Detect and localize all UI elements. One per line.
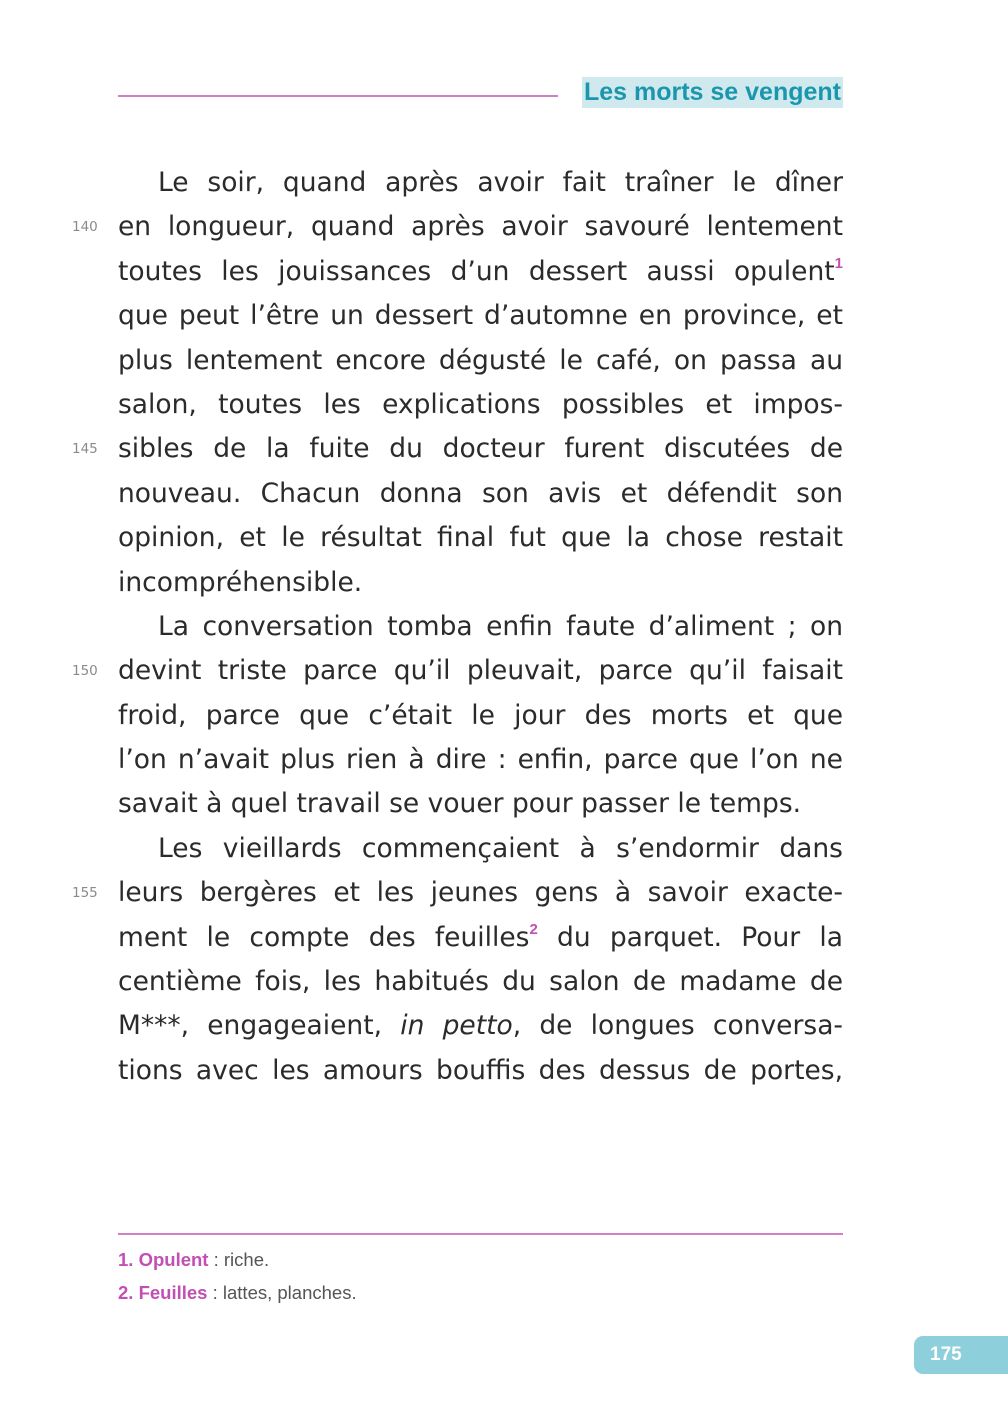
line-number: 155 [72, 885, 98, 902]
line-text: froid, parce que c’était le jour des morts et que [118, 699, 843, 731]
line-text: savait à quel travail se vouer pour passer le temps. [118, 788, 802, 820]
text-line [118, 250, 843, 294]
footnote-number: 2. [118, 1282, 134, 1303]
text-line [118, 339, 843, 383]
line-text: La conversation tomba enfin faute d’aliment ; on [158, 610, 843, 642]
text-line [118, 383, 843, 427]
line-text: centième fois, les habitués du salon de madame de [118, 966, 843, 998]
line-text: salon, toutes les explications possibles et impos- [118, 388, 843, 420]
line-text: incompréhensible. [118, 566, 363, 598]
footnote-ref[interactable]: 1 [834, 254, 843, 272]
footnote-rule [118, 1233, 843, 1235]
text-line [118, 827, 843, 871]
line-number: 140 [72, 219, 98, 236]
text-line [118, 605, 843, 649]
chapter-title: Les morts se vengent [583, 78, 841, 106]
footnote-definition: : lattes, planches. [207, 1282, 357, 1303]
line-text: devint triste parce qu’il pleuvait, parce qu’il faisait [118, 655, 843, 687]
line-text: opinion, et le résultat final fut que la chose restait [118, 522, 843, 554]
footnote-definition: : riche. [208, 1249, 270, 1270]
line-text: , de longues conversa- [512, 1010, 843, 1042]
text-line [118, 694, 843, 738]
line-text: en longueur, quand après avoir savouré lentement [118, 211, 843, 243]
text-line [118, 561, 843, 605]
line-text: que peut l’être un dessert d’automne en province, et [118, 300, 843, 332]
line-text: leurs bergères et les jeunes gens à savoir exacte- [118, 877, 843, 909]
line-text: M***, engageaient, [118, 1010, 401, 1042]
page-number: 175 [914, 1336, 1008, 1374]
footnote-term: Feuilles [138, 1282, 208, 1303]
body-text [72, 161, 843, 1093]
footnote-2 [118, 1281, 357, 1305]
line-text: ment le compte des feuilles [118, 921, 530, 953]
line-number: 150 [72, 663, 98, 680]
footnote-1 [118, 1248, 269, 1272]
line-text: plus lentement encore dégusté le café, on passa au [118, 344, 843, 376]
text-line [118, 1004, 843, 1048]
footnote-term: Opulent [138, 1249, 209, 1270]
text-line [118, 516, 843, 560]
text-line [72, 205, 843, 249]
line-text: nouveau. Chacun donna son avis et défendit son [118, 477, 843, 509]
text-line [118, 294, 843, 338]
line-text: sibles de la fuite du docteur furent discutées de [118, 433, 843, 465]
line-text: l’on n’avait plus rien à dire : enfin, parce que l’on ne [118, 744, 843, 776]
text-line [118, 916, 843, 960]
footnote-ref[interactable]: 2 [529, 920, 538, 938]
line-text: Le soir, quand après avoir fait traîner le dîner [158, 167, 843, 198]
text-line [72, 649, 843, 693]
text-line [118, 960, 843, 1004]
line-text: Les vieillards commençaient à s’endormir dans [158, 832, 843, 864]
text-line [118, 1049, 843, 1093]
line-text: toutes les jouissances d’un dessert aussi opulent [118, 255, 835, 287]
line-text: tions avec les amours bouffis des dessus de portes, [118, 1054, 843, 1086]
text-line [118, 472, 843, 516]
line-number: 145 [72, 441, 98, 458]
text-line [118, 782, 843, 826]
text-line [118, 161, 843, 205]
header-rule [118, 95, 558, 97]
footnote-number: 1. [118, 1249, 134, 1270]
text-line [118, 738, 843, 782]
text-line [72, 427, 843, 471]
italic-phrase: in petto [400, 1010, 513, 1042]
text-line [72, 871, 843, 915]
line-text: du parquet. Pour la [537, 921, 843, 953]
